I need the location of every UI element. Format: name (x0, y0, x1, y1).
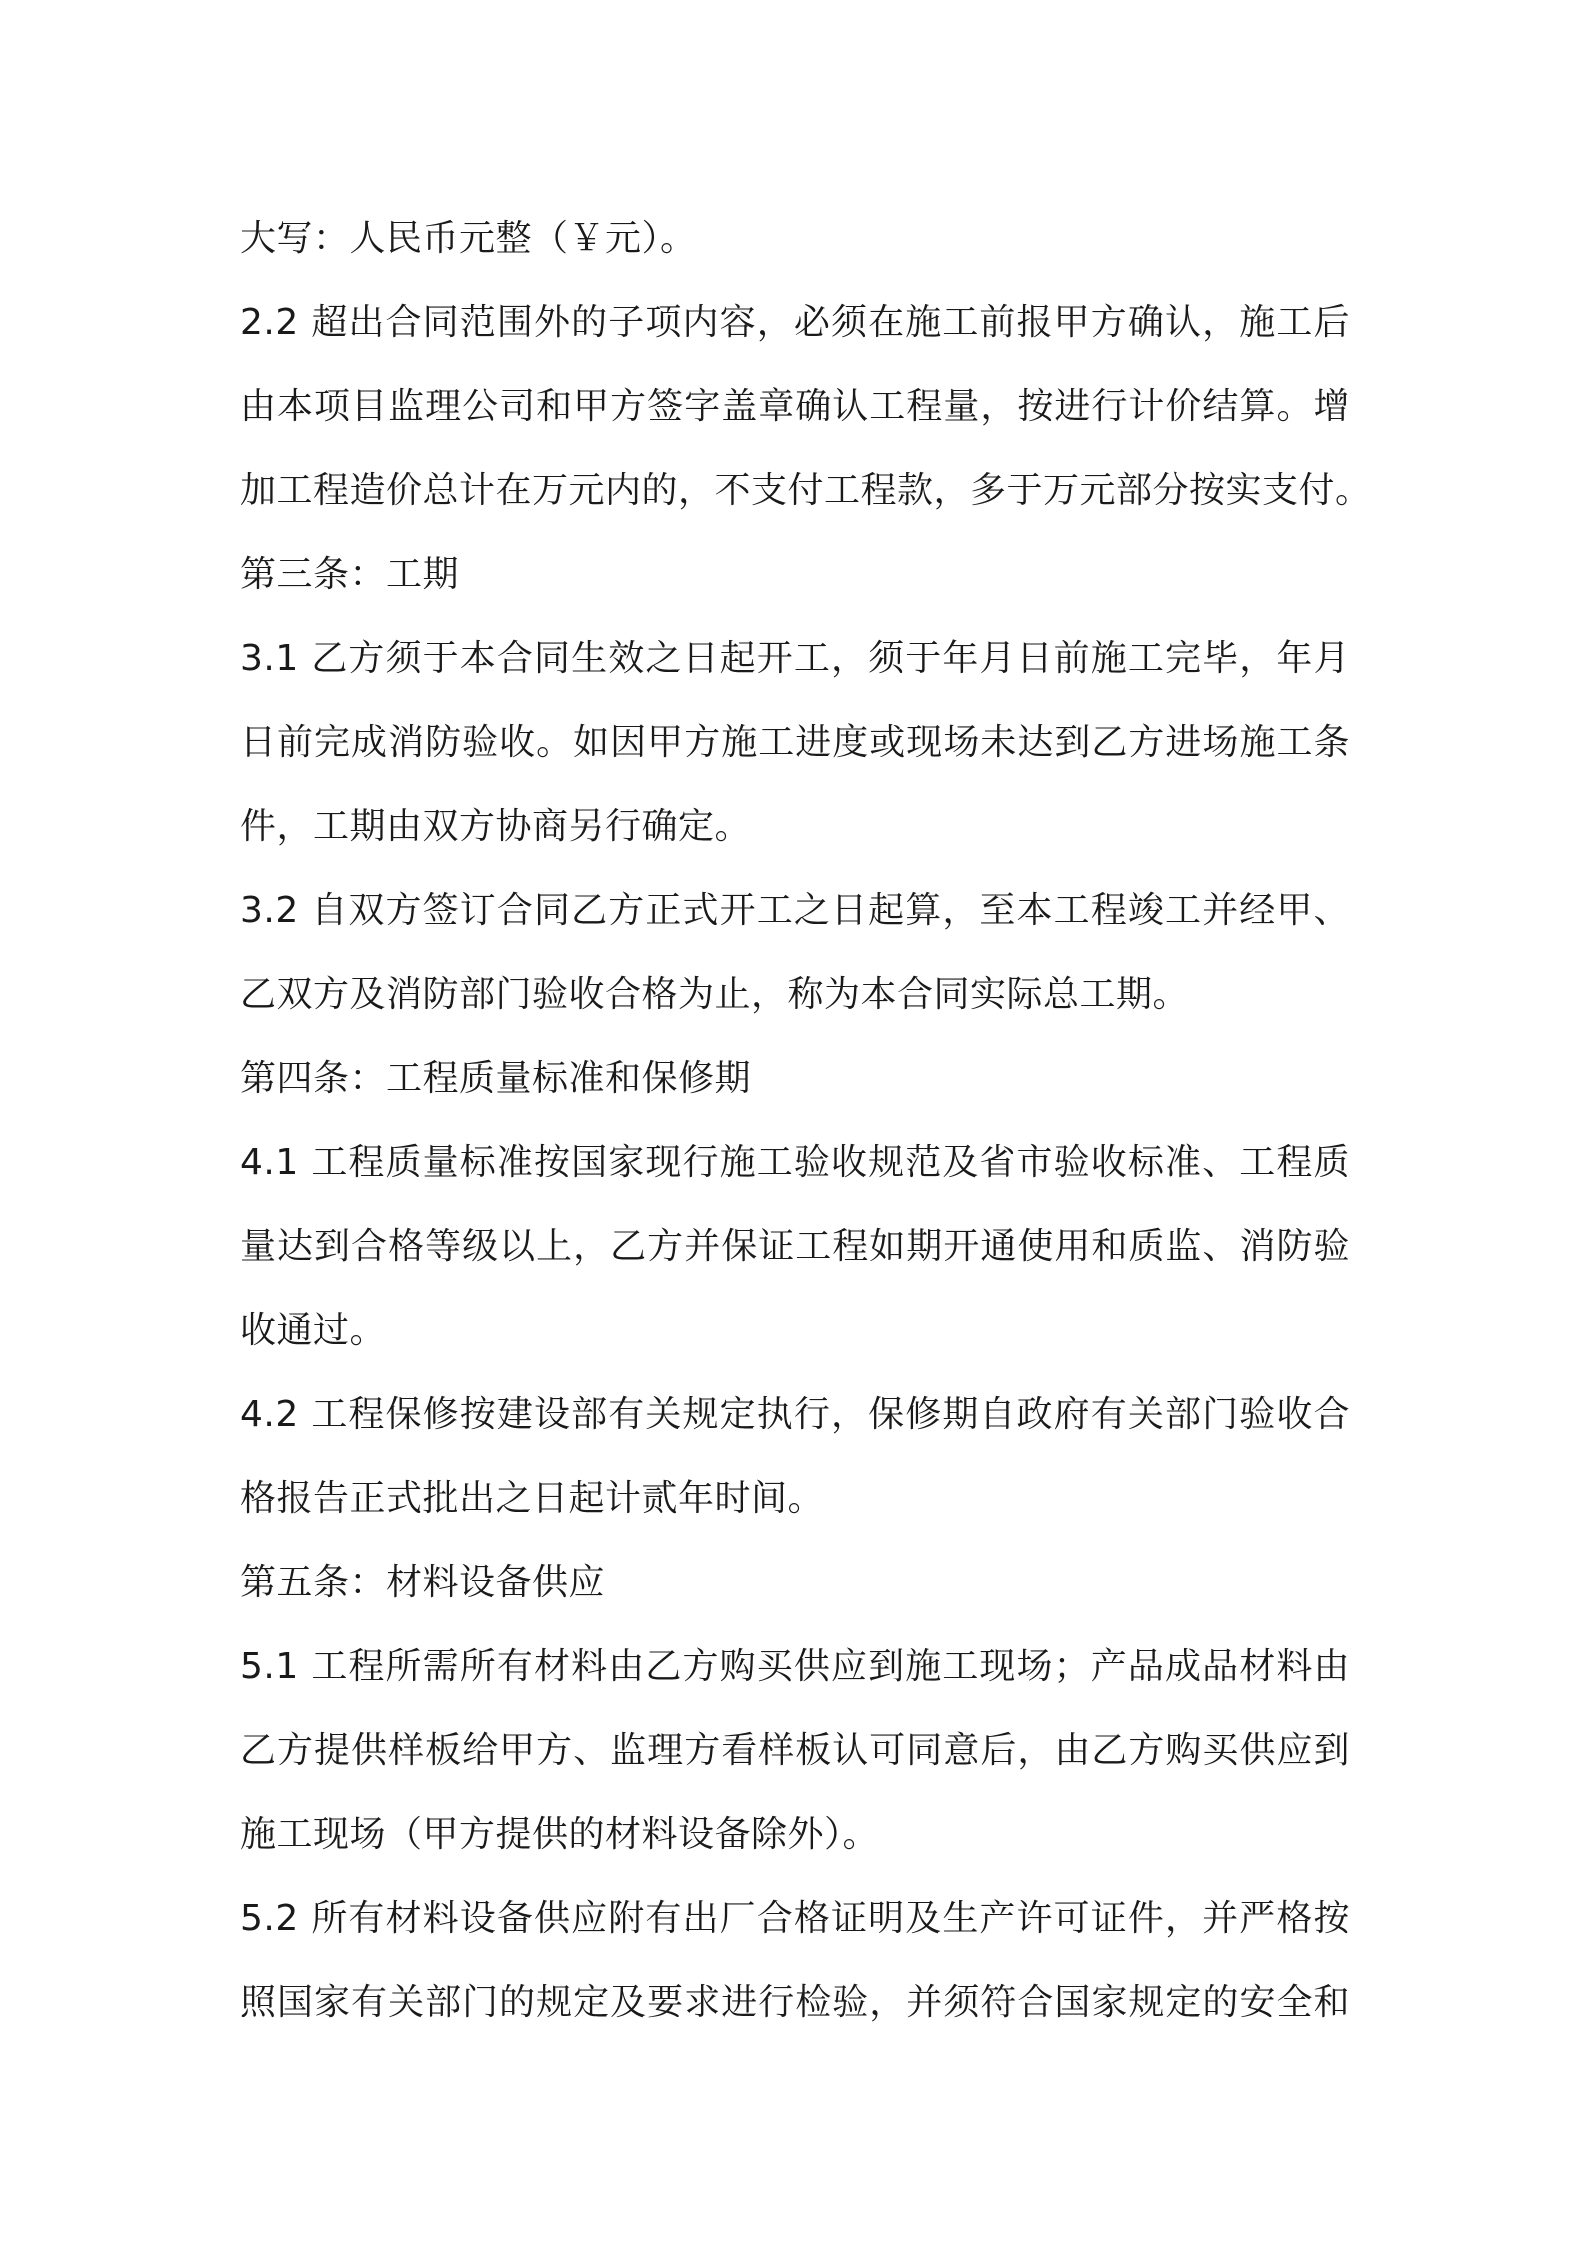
clause-3-1-line-1: 3.1 乙方须于本合同生效之日起开工，须于年月日前施工完毕，年月 (240, 638, 1350, 679)
article-4-heading: 第四条：工程质量标准和保修期 (240, 1058, 752, 1099)
clause-5-2-line-1: 5.2 所有材料设备供应附有出厂合格证明及生产许可证件，并严格按 (240, 1898, 1350, 1939)
clause-3-1-line-2: 日前完成消防验收。如因甲方施工进度或现场未达到乙方进场施工条 (240, 722, 1350, 763)
amount-in-words-line: 大写：人民币元整（￥元）。 (240, 218, 697, 259)
clause-3-2-line-2: 乙双方及消防部门验收合格为止，称为本合同实际总工期。 (240, 974, 1190, 1015)
clause-2-2-line-1: 2.2 超出合同范围外的子项内容，必须在施工前报甲方确认，施工后 (240, 302, 1350, 343)
clause-5-1-line-3: 施工现场（甲方提供的材料设备除外）。 (240, 1814, 880, 1855)
clause-4-1-line-2: 量达到合格等级以上，乙方并保证工程如期开通使用和质监、消防验 (240, 1226, 1350, 1267)
article-5-heading: 第五条：材料设备供应 (240, 1562, 606, 1603)
clause-2-2-line-2: 由本项目监理公司和甲方签字盖章确认工程量，按进行计价结算。增 (240, 386, 1350, 427)
clause-4-2-line-2: 格报告正式批出之日起计贰年时间。 (240, 1478, 825, 1519)
clause-3-2-line-1: 3.2 自双方签订合同乙方正式开工之日起算，至本工程竣工并经甲、 (240, 890, 1350, 931)
clause-5-2-line-2: 照国家有关部门的规定及要求进行检验，并须符合国家规定的安全和 (240, 1982, 1350, 2023)
clause-5-1-line-1: 5.1 工程所需所有材料由乙方购买供应到施工现场；产品成品材料由 (240, 1646, 1350, 1687)
article-3-heading: 第三条：工期 (240, 554, 460, 595)
clause-4-1-line-3: 收通过。 (240, 1310, 387, 1351)
clause-4-1-line-1: 4.1 工程质量标准按国家现行施工验收规范及省市验收标准、工程质 (240, 1142, 1350, 1183)
document-body (240, 197, 1372, 2045)
clause-2-2-line-3: 加工程造价总计在万元内的，不支付工程款，多于万元部分按实支付。 (240, 470, 1372, 511)
clause-4-2-line-1: 4.2 工程保修按建设部有关规定执行，保修期自政府有关部门验收合 (240, 1394, 1350, 1435)
clause-3-1-line-3: 件，工期由双方协商另行确定。 (240, 806, 752, 847)
clause-5-1-line-2: 乙方提供样板给甲方、监理方看样板认可同意后，由乙方购买供应到 (240, 1730, 1350, 1771)
